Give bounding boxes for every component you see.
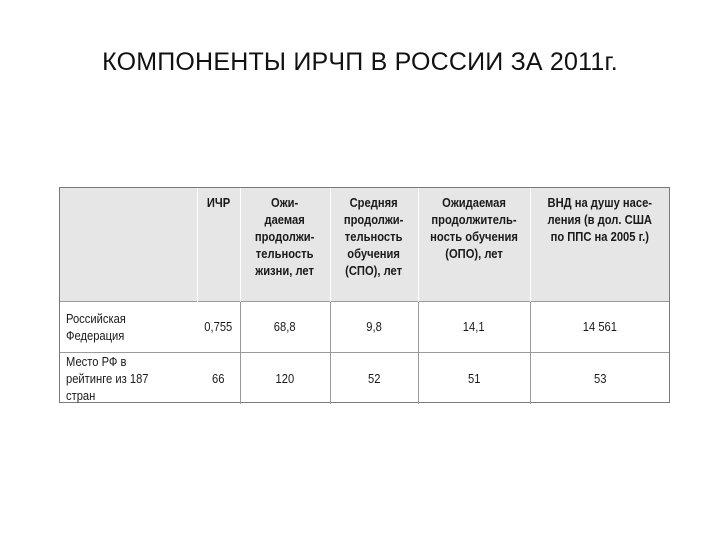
row-label: Место РФ в рейтинге из 187 стран <box>60 352 197 404</box>
table-row <box>60 352 669 404</box>
cell-hdi: 0,755 <box>197 301 240 352</box>
cell-life-expectancy: 68,8 <box>240 301 330 352</box>
cell-gni-per-capita: 14 561 <box>530 301 669 352</box>
cell-hdi: 66 <box>197 352 240 404</box>
table-row <box>60 301 669 352</box>
cell-mean-schooling: 9,8 <box>330 301 418 352</box>
slide-title: КОМПОНЕНТЫ ИРЧП В РОССИИ ЗА 2011г. <box>102 48 618 76</box>
row-label: Российская Федерация <box>60 301 197 352</box>
cell-life-expectancy: 120 <box>240 352 330 404</box>
cell-gni-per-capita: 53 <box>530 352 669 404</box>
header-cell-life-expectancy: Ожи- даемая продолжи- тельность жизни, лет <box>240 188 330 301</box>
data-table <box>60 188 669 404</box>
header-cell-hdi: ИЧР <box>197 188 240 301</box>
header-cell-mean-schooling: Средняя продолжи- тельность обучения (СПО), лет <box>330 188 418 301</box>
hdi-components-table <box>59 187 670 403</box>
header-cell-gni-per-capita: ВНД на душу насе- ления (в дол. США по ППС на 2005 г.) <box>530 188 669 301</box>
cell-expected-schooling: 14,1 <box>418 301 530 352</box>
header-cell-expected-schooling: Ожидаемая продолжитель- ность обучения (ОПО), лет <box>418 188 530 301</box>
header-cell-empty <box>60 188 197 301</box>
cell-mean-schooling: 52 <box>330 352 418 404</box>
cell-expected-schooling: 51 <box>418 352 530 404</box>
table-header-row <box>60 188 669 301</box>
